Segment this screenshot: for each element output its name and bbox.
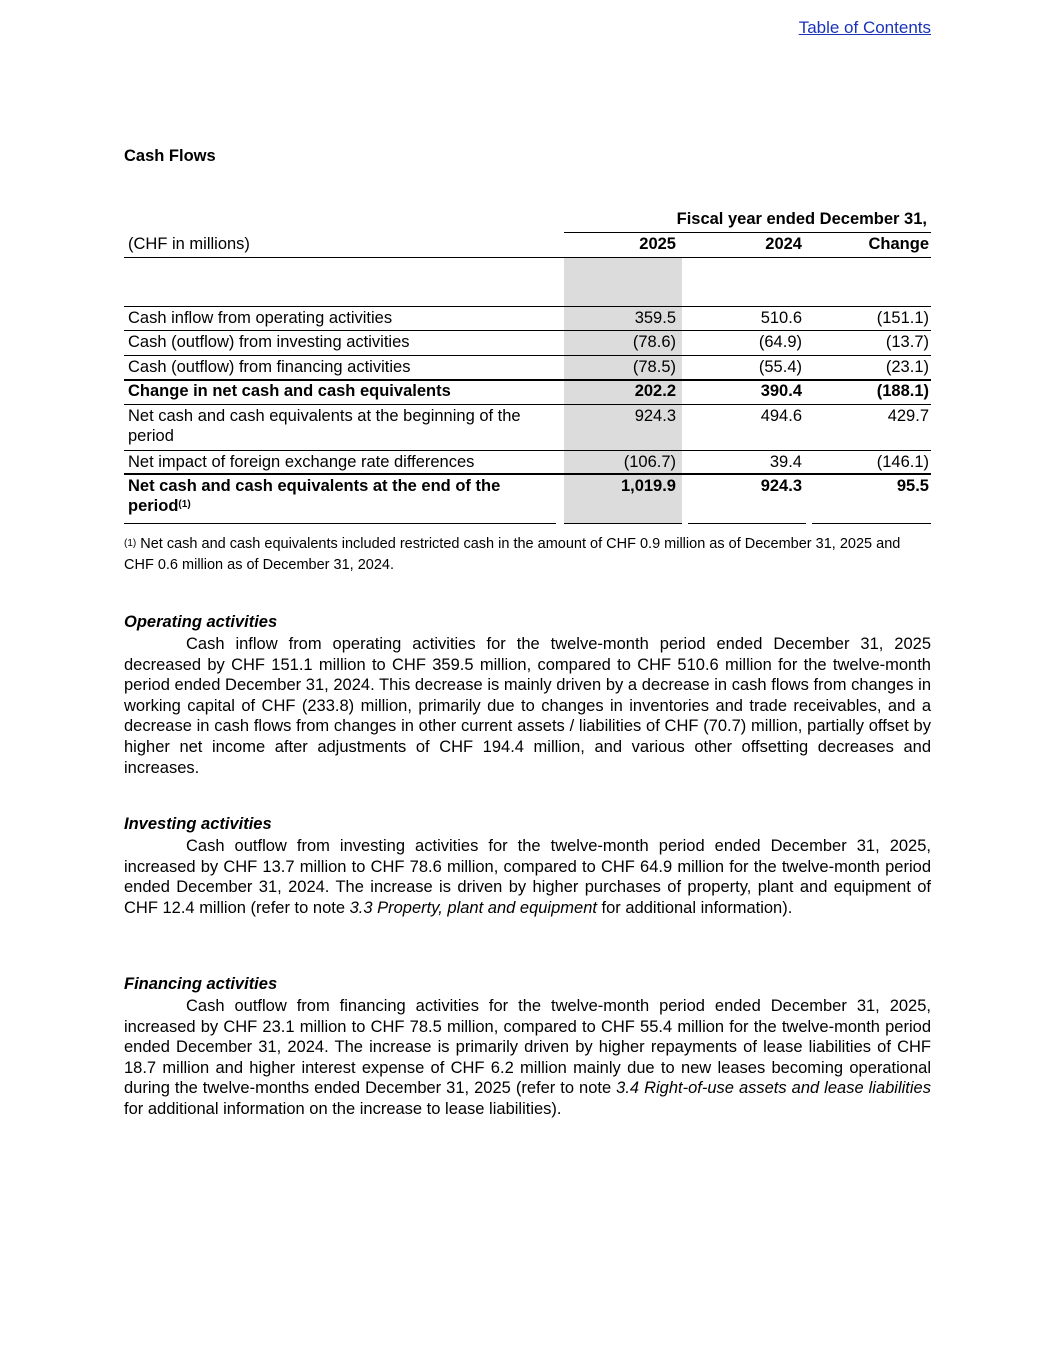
footnote-mark: (1) bbox=[124, 538, 137, 549]
row-label bbox=[124, 406, 556, 446]
fiscal-year-header: Fiscal year ended December 31, bbox=[676, 210, 927, 228]
value-change: (188.1) bbox=[876, 382, 929, 400]
financing-note-reference: 3.4 Right-of-use assets and lease liabilities bbox=[616, 1079, 931, 1098]
rule-table-bottom-2025 bbox=[564, 523, 682, 524]
value-2024: (55.4) bbox=[758, 358, 802, 376]
row-label-line-2: period bbox=[128, 427, 174, 445]
investing-activities-section bbox=[124, 814, 931, 918]
financing-activities-text bbox=[124, 996, 931, 1120]
row-label: Change in net cash and cash equivalents bbox=[128, 382, 451, 400]
row-label: Cash inflow from operating activities bbox=[128, 309, 393, 327]
rule-row-2-top bbox=[124, 330, 931, 331]
rule-table-bottom-2024 bbox=[688, 523, 806, 524]
table-of-contents-link[interactable]: Table of Contents bbox=[798, 18, 931, 37]
row-label-line-2: period bbox=[128, 497, 179, 515]
column-header-row bbox=[124, 232, 931, 257]
financing-activities-heading: Financing activities bbox=[124, 975, 278, 993]
footnote-marker: (1) bbox=[178, 499, 191, 510]
row-label bbox=[124, 476, 556, 516]
value-change: (151.1) bbox=[876, 309, 929, 327]
financing-text-part: Cash outflow from financing activities for the twelve-month period ended December 31, 2025, increased by CHF 23.1 million to CHF 78.5 million, compared to CHF 55.4 million for the twelve-month period ended December 31, 2024. The increase is primarily driven by higher repayments of lease liabilities of CHF 18.7 million and higher interest expense of CHF 6.2 million mainly due to new leases becoming operational during the twelve-months ended December 31, 2025 (refer to note bbox=[124, 997, 931, 1098]
value-change: 95.5 bbox=[896, 477, 929, 495]
investing-activities-heading: Investing activities bbox=[124, 815, 272, 833]
value-2024: 510.6 bbox=[760, 309, 802, 327]
value-2024: (64.9) bbox=[758, 333, 802, 351]
value-2025: 924.3 bbox=[634, 407, 676, 425]
section-title: Cash Flows bbox=[124, 147, 216, 165]
row-label-line-1: Net cash and cash equivalents at the beginning of the bbox=[128, 407, 521, 425]
value-2025: (78.6) bbox=[632, 333, 676, 351]
row-label-line-1: Net cash and cash equivalents at the end of the bbox=[128, 477, 501, 495]
rule-row-7-top bbox=[124, 473, 931, 475]
row-label: Net impact of foreign exchange rate differences bbox=[128, 453, 475, 471]
investing-text-part: Cash outflow from investing activities for the twelve-month period ended December 31, 2025, increased by CHF 13.7 million to CHF 78.6 million, compared to CHF 64.9 million for the twelve-month period ended December 31, 2024. The increase is driven by higher purchases of property, plant and equipment of CHF 12.4 million (refer to note bbox=[124, 837, 931, 917]
value-2025: (106.7) bbox=[623, 453, 676, 471]
value-2024: 390.4 bbox=[760, 382, 802, 400]
investing-text-part: for additional information). bbox=[596, 898, 793, 917]
value-2025: 359.5 bbox=[634, 309, 676, 327]
operating-activities-text: Cash inflow from operating activities for the twelve-month period ended December 31, 2025 decreased by CHF 151.1 million to CHF 359.5 million, compared to CHF 510.6 million for the twelve-month period ended December 31, 2024. This decrease is mainly driven by a decrease in cash flows from changes in working capital of CHF (233.8) million, primarily due to changes in inventories and trade receivables, and a decrease in cash flows from changes in other current assets / liabilities of CHF (70.7) million, partially offset by higher net income after adjustments of CHF 194.4 million, and various other offsetting decreases and increases. bbox=[124, 635, 931, 777]
rule-row-6-top bbox=[124, 450, 931, 451]
value-change: (146.1) bbox=[876, 453, 929, 471]
value-2024: 924.3 bbox=[760, 477, 802, 495]
investing-note-reference: 3.3 Property, plant and equipment bbox=[349, 898, 597, 917]
value-2025: (78.5) bbox=[632, 358, 676, 376]
financing-activities-section bbox=[124, 974, 931, 1120]
investing-activities-text bbox=[124, 836, 931, 918]
rule-header-bottom bbox=[124, 257, 931, 258]
rule-row-1-top bbox=[124, 306, 931, 307]
table-footnote bbox=[124, 534, 931, 576]
operating-activities-heading: Operating activities bbox=[124, 613, 278, 631]
value-change: (13.7) bbox=[885, 333, 929, 351]
footnote-text: Net cash and cash equivalents included restricted cash in the amount of CHF 0.9 million as of December 31, 2025 and CHF 0.6 million as of December 31, 2024. bbox=[124, 536, 901, 573]
row-label: Cash (outflow) from financing activities bbox=[128, 358, 411, 376]
value-change: 429.7 bbox=[887, 407, 929, 425]
operating-activities-section bbox=[124, 612, 931, 778]
column-header-2025: 2025 bbox=[639, 235, 676, 253]
column-header-change: Change bbox=[868, 235, 929, 253]
rule-table-bottom-change bbox=[812, 523, 931, 524]
financing-text-part: for additional information on the increase to lease liabilities). bbox=[124, 1099, 562, 1118]
row-label: Cash (outflow) from investing activities bbox=[128, 333, 410, 351]
rule-row-5-top bbox=[124, 404, 931, 405]
rule-table-bottom-label bbox=[124, 523, 556, 524]
value-change: (23.1) bbox=[885, 358, 929, 376]
value-2024: 494.6 bbox=[760, 407, 802, 425]
value-2025: 1,019.9 bbox=[620, 477, 676, 495]
column-header-2024: 2024 bbox=[765, 235, 802, 253]
value-2025: 202.2 bbox=[634, 382, 676, 400]
value-2024: 39.4 bbox=[769, 453, 802, 471]
rule-row-3-top bbox=[124, 355, 931, 356]
unit-label: (CHF in millions) bbox=[128, 235, 250, 253]
